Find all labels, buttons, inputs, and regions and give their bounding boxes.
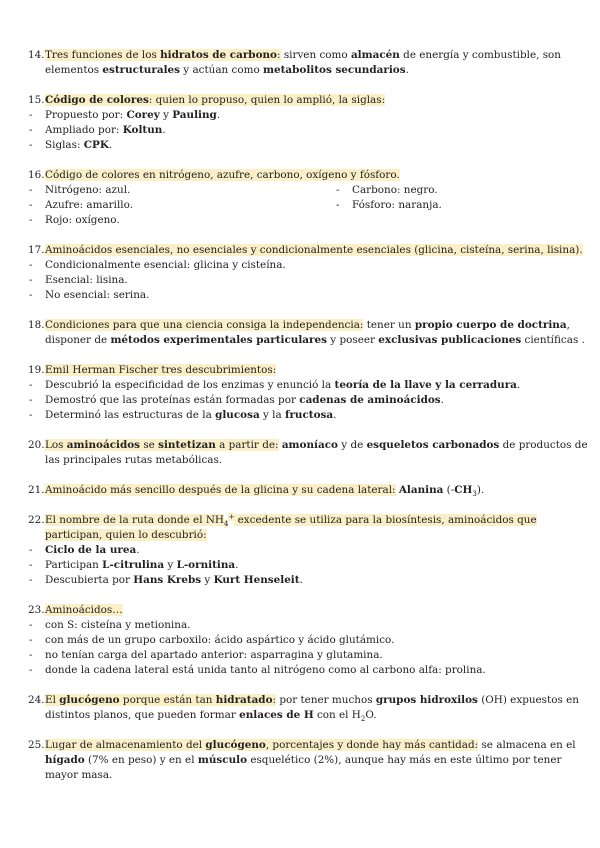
text-run: Propuesto por:	[45, 109, 127, 121]
text-run: Descubrió la especificidad de los enzimas y enunció la	[45, 379, 335, 391]
text-run: ).	[476, 484, 485, 496]
text-run: L-citrulina	[102, 559, 165, 571]
text-run: se	[140, 439, 159, 451]
question-20	[0, 438, 600, 468]
text-run: 3	[472, 490, 477, 499]
text-run: excedente se utiliza para la biosíntesis, aminoácidos que participan, quien lo descubrió:	[45, 514, 537, 541]
text-run: 4	[223, 520, 229, 529]
list-item: - Azufre: amarillo. - Fósforo: naranja.	[29, 199, 442, 211]
text-run: glucógeno	[205, 739, 266, 751]
list-item: - no tenían carga del apartado anterior: asparragina y glutamina.	[29, 649, 383, 661]
list-item: - Ampliado por: Koltun.	[29, 124, 166, 136]
text-run: Ciclo de la urea	[45, 544, 137, 556]
text-run: y	[159, 109, 173, 121]
question-14	[0, 48, 600, 78]
text-run: Siglas:	[45, 139, 84, 151]
list-item: - Propuesto por: Corey y Pauling.	[29, 109, 221, 121]
list-item: - Condicionalmente esencial: glicina y cisteína.	[29, 259, 286, 271]
list-item: - Siglas: CPK.	[29, 139, 113, 151]
list-item-text: Azufre: amarillo.	[45, 199, 133, 211]
text-run: L-ornitina	[176, 559, 236, 571]
text-run: Condicionalmente esencial: glicina y cisteína.	[45, 259, 286, 271]
text-run: :	[272, 694, 277, 706]
text-run: Tres funciones de los	[45, 49, 161, 61]
text-run: .	[216, 109, 221, 121]
text-run: .	[299, 574, 303, 586]
text-run: hidratos de carbono	[160, 49, 277, 61]
question-number: 17.	[28, 244, 45, 256]
list-item: - Descubierta por Hans Krebs y Kurt Henseleit.	[29, 574, 303, 586]
text-run: cadenas de aminoácidos	[299, 394, 441, 406]
text-run: almacén	[350, 49, 400, 61]
text-run: Condiciones para que una ciencia consiga la independencia:	[45, 319, 364, 331]
list-item-text	[45, 633, 394, 648]
text-run: no tenían carga del apartado anterior: asparragina y glutamina.	[45, 649, 383, 661]
text-run: No esencial: serina.	[45, 289, 150, 301]
text-run: por tener muchos	[276, 694, 376, 706]
list-item-text	[45, 408, 336, 423]
question-text	[45, 738, 589, 783]
text-run: aminoácidos	[66, 439, 141, 451]
question-number: 20.	[28, 439, 45, 451]
question-21	[0, 483, 600, 498]
question-text	[45, 168, 589, 183]
text-run: .	[440, 394, 444, 406]
text-run: y la	[259, 409, 285, 421]
text-run: de energía y combustible, son elementos	[45, 49, 561, 76]
question-15	[0, 93, 600, 153]
question-24	[0, 693, 600, 723]
text-run: El nombre de la ruta donde el NH	[45, 514, 224, 526]
question-number: 14.	[28, 49, 45, 61]
text-run: enlaces de H	[239, 709, 314, 721]
text-run: +	[228, 512, 235, 521]
text-run: hidratado	[215, 694, 273, 706]
list-item-text	[45, 573, 303, 588]
text-run: donde la cadena lateral está unida tanto al nitrógeno como al carbono alfa: prolina.	[45, 664, 486, 676]
text-run: Ampliado por:	[45, 124, 123, 136]
text-run: Aminoácidos esenciales, no esenciales y condicionalmente esenciales (glicina, cisteína, serina, lisina).	[45, 244, 583, 256]
text-run: estructurales	[102, 64, 180, 76]
question-16	[0, 168, 600, 228]
question-number: 16.	[28, 169, 45, 181]
text-run: :	[277, 49, 281, 61]
text-run: propio cuerpo de doctrina	[414, 319, 567, 331]
text-run: Pauling	[172, 109, 217, 121]
text-run: y de	[337, 439, 367, 451]
text-run: tener un	[363, 319, 415, 331]
text-run: .	[235, 559, 239, 571]
text-run: El	[45, 694, 60, 706]
text-run: .	[405, 64, 409, 76]
text-run: esqueletos carbonados	[366, 439, 500, 451]
list-item-text: Nitrógeno: azul.	[45, 184, 131, 196]
question-23	[0, 603, 600, 678]
question-text	[45, 438, 589, 468]
text-run: : quien lo propuso, quien lo amplió, la siglas:	[148, 94, 386, 106]
text-run: Emil Herman Fischer tres descubrimientos:	[45, 364, 277, 376]
text-run: .	[516, 379, 521, 391]
text-run: sintetizan	[158, 439, 216, 451]
question-number: 24.	[28, 694, 45, 706]
question-22	[0, 513, 600, 588]
text-run: O.	[365, 709, 377, 721]
question-number: 18.	[28, 319, 45, 331]
list-item: - No esencial: serina.	[29, 289, 150, 301]
text-run: métodos experimentales particulares	[110, 334, 327, 346]
list-item-text	[45, 393, 444, 408]
text-run: a partir de:	[215, 439, 279, 451]
list-item-text	[45, 108, 220, 123]
text-run: científicas .	[521, 334, 585, 346]
question-text	[45, 693, 589, 723]
text-run: .	[108, 139, 113, 151]
text-run: Demostró que las proteínas están formadas por	[45, 394, 300, 406]
question-number: 19.	[28, 364, 45, 376]
list-item: - con más de un grupo carboxilo: ácido aspártico y ácido glutámico.	[29, 634, 395, 646]
text-run: se almacena en el	[478, 739, 576, 751]
list-item-text	[45, 288, 149, 303]
text-run: con S: cisteína y metionina.	[45, 619, 191, 631]
list-item: - con S: cisteína y metionina.	[29, 619, 191, 631]
text-run: (OH) expuestos en distintos planos, que pueden formar	[45, 694, 579, 721]
text-run: y	[201, 574, 214, 586]
text-run: Participan	[45, 559, 103, 571]
question-18	[0, 318, 600, 348]
list-item-text	[45, 258, 286, 273]
text-run: Esencial: lisina.	[45, 274, 128, 286]
text-run: Determinó las estructuras de la	[45, 409, 216, 421]
list-item: - Determinó las estructuras de la glucosa y la fructosa.	[29, 409, 337, 421]
text-run: Los	[45, 439, 67, 451]
list-item-text	[45, 273, 128, 288]
text-run: CPK	[83, 139, 109, 151]
list-item: - donde la cadena lateral está unida tanto al nitrógeno como al carbono alfa: prolina.	[29, 664, 486, 676]
question-text	[45, 603, 589, 618]
text-run: de productos de las principales rutas metabólicas.	[45, 439, 588, 466]
text-run: con más de un grupo carboxilo: ácido aspártico y ácido glutámico.	[45, 634, 395, 646]
text-run: Corey	[126, 109, 160, 121]
question-17	[0, 243, 600, 303]
text-run: Aminoácido más sencillo después de la glicina y su cadena lateral:	[45, 484, 396, 496]
text-run: (7% en peso) y en el	[84, 754, 198, 766]
list-item-text	[45, 543, 140, 558]
text-run: porque están tan	[119, 694, 216, 706]
list-item: - Esencial: lisina.	[29, 274, 128, 286]
text-run: hígado	[45, 754, 85, 766]
text-run: Código de colores en nitrógeno, azufre, carbono, oxígeno y fósforo.	[45, 169, 400, 181]
text-run: Aminoácidos…	[45, 604, 123, 616]
question-text	[45, 483, 589, 498]
list-item-text	[45, 648, 383, 663]
text-run: Alanina	[398, 484, 444, 496]
list-item: - Ciclo de la urea.	[29, 544, 140, 556]
document-page	[0, 48, 600, 783]
text-run: y	[164, 559, 177, 571]
text-run: (-	[443, 484, 455, 496]
text-run: .	[136, 544, 140, 556]
list-item: - Descubrió la especificidad de los enzimas y enunció la teoría de la llave y la cerradura.	[29, 379, 521, 391]
question-19	[0, 363, 600, 423]
text-run: con el H	[313, 709, 361, 721]
text-run: esquelético (2%), aunque hay más en este último por tener mayor masa.	[45, 754, 562, 781]
list-item: - Demostró que las proteínas están formadas por cadenas de aminoácidos.	[29, 394, 444, 406]
text-run: .	[333, 409, 337, 421]
list-item-text: Carbono: negro.	[352, 184, 438, 196]
list-item-text	[45, 663, 486, 678]
text-run: amoníaco	[281, 439, 338, 451]
question-25	[0, 738, 600, 783]
question-text	[45, 48, 589, 78]
text-run: CH	[454, 484, 473, 496]
question-text	[45, 243, 589, 258]
list-item-text	[45, 138, 112, 153]
list-item: - Nitrógeno: azul. - Carbono: negro.	[29, 184, 438, 196]
question-text	[45, 318, 589, 348]
text-run: fructosa	[284, 409, 334, 421]
question-number: 15.	[28, 94, 45, 106]
list-item: - Participan L-citrulina y L-ornitina.	[29, 559, 239, 571]
text-run: Koltun	[122, 124, 163, 136]
text-run: músculo	[197, 754, 248, 766]
list-item-text: Fósforo: naranja.	[352, 199, 442, 211]
text-run: Código de colores	[45, 94, 149, 106]
text-run: sirven como	[280, 49, 351, 61]
text-run: teoría de la llave y la cerradura	[334, 379, 517, 391]
question-number: 25.	[28, 739, 45, 751]
text-run: grupos hidroxilos	[375, 694, 478, 706]
text-run: metabolitos secundarios	[263, 64, 406, 76]
question-text	[45, 513, 589, 543]
question-text	[45, 93, 589, 108]
text-run: y poseer	[326, 334, 379, 346]
list-item: - Rojo: oxígeno.	[29, 214, 120, 226]
list-item-text: Rojo: oxígeno.	[45, 214, 120, 226]
question-number: 22.	[28, 514, 45, 526]
text-run: 2	[360, 715, 366, 724]
list-item-text	[45, 618, 190, 633]
question-text	[45, 363, 589, 378]
list-item-text	[45, 378, 520, 393]
text-run: , disponer de	[45, 319, 570, 346]
text-run: , porcentajes y donde hay más cantidad:	[265, 739, 479, 751]
text-run: Descubierta por	[45, 574, 134, 586]
text-run: glucógeno	[59, 694, 120, 706]
text-run: y actúan como	[179, 64, 264, 76]
text-run: Lugar de almacenamiento del	[45, 739, 206, 751]
question-number: 21.	[28, 484, 45, 496]
text-run: Kurt Henseleit	[213, 574, 300, 586]
list-item-text	[45, 558, 238, 573]
text-run: .	[162, 124, 166, 136]
text-run: Hans Krebs	[133, 574, 202, 586]
text-run: exclusivas publicaciones	[378, 334, 522, 346]
list-item-text	[45, 123, 166, 138]
question-number: 23.	[28, 604, 45, 616]
text-run: glucosa	[215, 409, 260, 421]
